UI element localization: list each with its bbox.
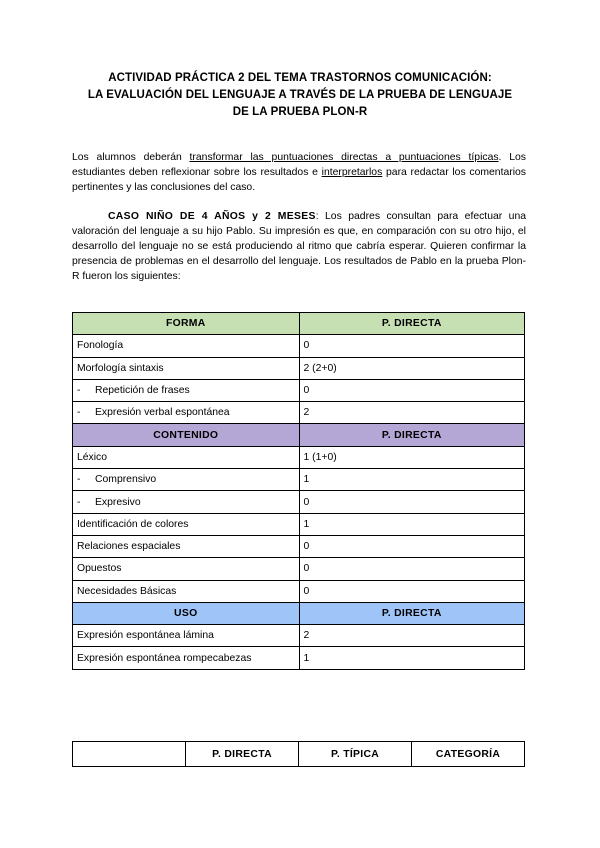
forma-header-row xyxy=(73,313,525,335)
intro-paragraph xyxy=(72,150,526,195)
row-value: 0 xyxy=(299,379,524,401)
scores-header-typical: P. TÍPICA xyxy=(299,742,412,767)
row-label-sub: - Comprensivo xyxy=(73,469,300,491)
intro-text-before: Los alumnos deberán xyxy=(72,152,190,163)
forma-header: FORMA xyxy=(73,313,300,335)
table-row xyxy=(73,491,525,513)
table-row xyxy=(73,558,525,580)
row-label: Relaciones espaciales xyxy=(73,535,300,557)
forma-col-header: P. DIRECTA xyxy=(299,313,524,335)
row-value: 1 xyxy=(299,647,524,669)
document-title xyxy=(60,70,540,121)
row-value: 1 (1+0) xyxy=(299,446,524,468)
contenido-header-row xyxy=(73,424,525,446)
table-row xyxy=(73,647,525,669)
bullet-dash: - xyxy=(77,385,81,397)
table-row xyxy=(73,357,525,379)
scores-header-direct: P. DIRECTA xyxy=(186,742,299,767)
intro-text-middle: . Los estudiantes deben reflexionar sobre los resultados e xyxy=(72,152,526,178)
row-label: Expresión espontánea lámina xyxy=(73,625,300,647)
title-line-2: LA EVALUACIÓN DEL LENGUAJE A TRAVÉS DE LA PRUEBA DE LENGUAJE xyxy=(87,89,513,101)
row-label: Expresión espontánea rompecabezas xyxy=(73,647,300,669)
bullet-dash: - xyxy=(77,496,81,508)
title-line-3: DE LA PRUEBA PLON-R xyxy=(232,106,368,118)
table-row xyxy=(73,379,525,401)
case-heading: CASO NIÑO DE 4 AÑOS y 2 MESES xyxy=(108,211,316,222)
row-value: 0 xyxy=(299,335,524,357)
intro-underlined-interpret: interpretarlos xyxy=(321,167,383,178)
row-label: Identificación de colores xyxy=(73,513,300,535)
scores-table xyxy=(72,741,525,767)
title-line-1: ACTIVIDAD PRÁCTICA 2 DEL TEMA TRASTORNOS COMUNICACIÓN: xyxy=(108,72,492,84)
row-label: Opuestos xyxy=(73,558,300,580)
table-row xyxy=(73,469,525,491)
table-row xyxy=(73,446,525,468)
row-label: Fonología xyxy=(73,335,300,357)
row-value: 0 xyxy=(299,491,524,513)
table-row xyxy=(73,625,525,647)
contenido-col-header: P. DIRECTA xyxy=(299,424,524,446)
case-paragraph xyxy=(72,209,526,284)
row-label: Necesidades Básicas xyxy=(73,580,300,602)
uso-header-row xyxy=(73,602,525,624)
scores-header-empty xyxy=(73,742,186,767)
row-value: 2 xyxy=(299,402,524,424)
table-row xyxy=(73,402,525,424)
row-value: 0 xyxy=(299,535,524,557)
scores-header-row xyxy=(73,742,525,767)
row-value: 2 (2+0) xyxy=(299,357,524,379)
uso-header: USO xyxy=(73,602,300,624)
table-row xyxy=(73,513,525,535)
contenido-header: CONTENIDO xyxy=(73,424,300,446)
row-value: 1 xyxy=(299,469,524,491)
row-label-sub: - Repetición de frases xyxy=(73,379,300,401)
uso-col-header: P. DIRECTA xyxy=(299,602,524,624)
intro-text-after: para redactar los comentarios pertinentes y las conclusiones del caso. xyxy=(72,167,526,193)
table-row xyxy=(73,335,525,357)
scores-header-category: CATEGORÍA xyxy=(412,742,525,767)
intro-underlined-transform: transformar las puntuaciones directas a puntuaciones típicas xyxy=(189,152,499,163)
row-value: 0 xyxy=(299,580,524,602)
row-value: 2 xyxy=(299,625,524,647)
row-value: 1 xyxy=(299,513,524,535)
case-text: : Los padres consultan para efectuar una valoración del lenguaje a su hijo Pablo. Su impresión es que, en comparación con su otro hijo, el desarrollo del lenguaje no se está produciendo al ritmo que cabría esperar. Quieren confirmar la presencia de problemas en el desarrollo del lenguaje. Los resultados de Pablo en la prueba Plon-R fueron los siguientes: xyxy=(72,211,527,282)
table-row xyxy=(73,535,525,557)
row-label: Léxico xyxy=(73,446,300,468)
row-value: 0 xyxy=(299,558,524,580)
row-label-sub: - Expresión verbal espontánea xyxy=(73,402,300,424)
bullet-dash: - xyxy=(77,474,81,486)
table-row xyxy=(73,580,525,602)
row-label-sub: - Expresivo xyxy=(73,491,300,513)
results-table xyxy=(72,312,525,670)
row-label: Morfología sintaxis xyxy=(73,357,300,379)
bullet-dash: - xyxy=(77,407,81,419)
